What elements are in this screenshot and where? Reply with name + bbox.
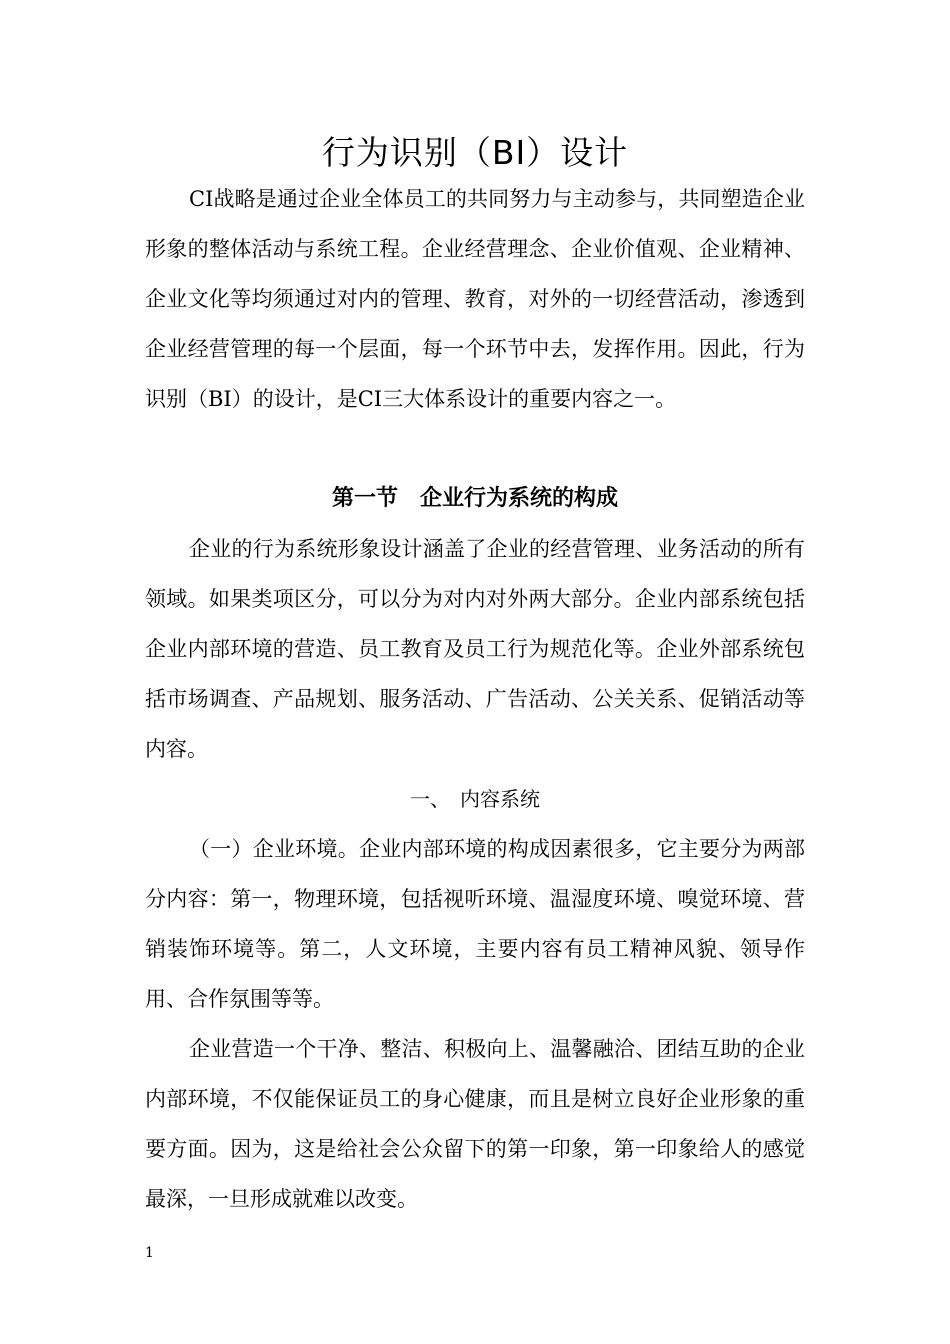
environment-detail-paragraph: 企业营造一个干净、整洁、积极向上、温馨融洽、团结互助的企业内部环境，不仅能保证员工的身心健康，而且是树立良好企业形象的重要方面。因为，这是给社会公众留下的第一印象，第一印象给人的感觉最深，一旦形成就难以改变。 xyxy=(145,1037,805,1211)
subsection-title: 一、 内容系统 xyxy=(410,787,540,811)
page-number: 1 xyxy=(145,1245,154,1261)
section-paragraph: 企业的行为系统形象设计涵盖了企业的经营管理、业务活动的所有领域。如果类项区分，可以分为对内对外两大部分。企业内部系统包括企业内部环境的营造、员工教育及员工行为规范化等。企业外部系统包括市场调查、产品规划、服务活动、广告活动、公关关系、促销活动等内容。 xyxy=(145,537,805,761)
document-title: 行为识别（BI）设计 xyxy=(321,133,629,172)
environment-paragraph: （一）企业环境。企业内部环境的构成因素很多，它主要分为两部分内容：第一，物理环境，包括视听环境、温湿度环境、嗅觉环境、营销装饰环境等。第二，人文环境，主要内容有员工精神风貌、领导作用、合作氛围等等。 xyxy=(145,837,805,1011)
intro-paragraph: CI战略是通过企业全体员工的共同努力与主动参与，共同塑造企业形象的整体活动与系统工程。企业经营理念、企业价值观、企业精神、企业文化等均须通过对内的管理、教育，对外的一切经营活动，渗透到企业经营管理的每一个层面，每一个环节中去，发挥作用。因此，行为识别（BI）的设计，是CI三大体系设计的重要内容之一。 xyxy=(145,187,805,411)
section-title: 第一节 企业行为系统的构成 xyxy=(331,486,618,511)
